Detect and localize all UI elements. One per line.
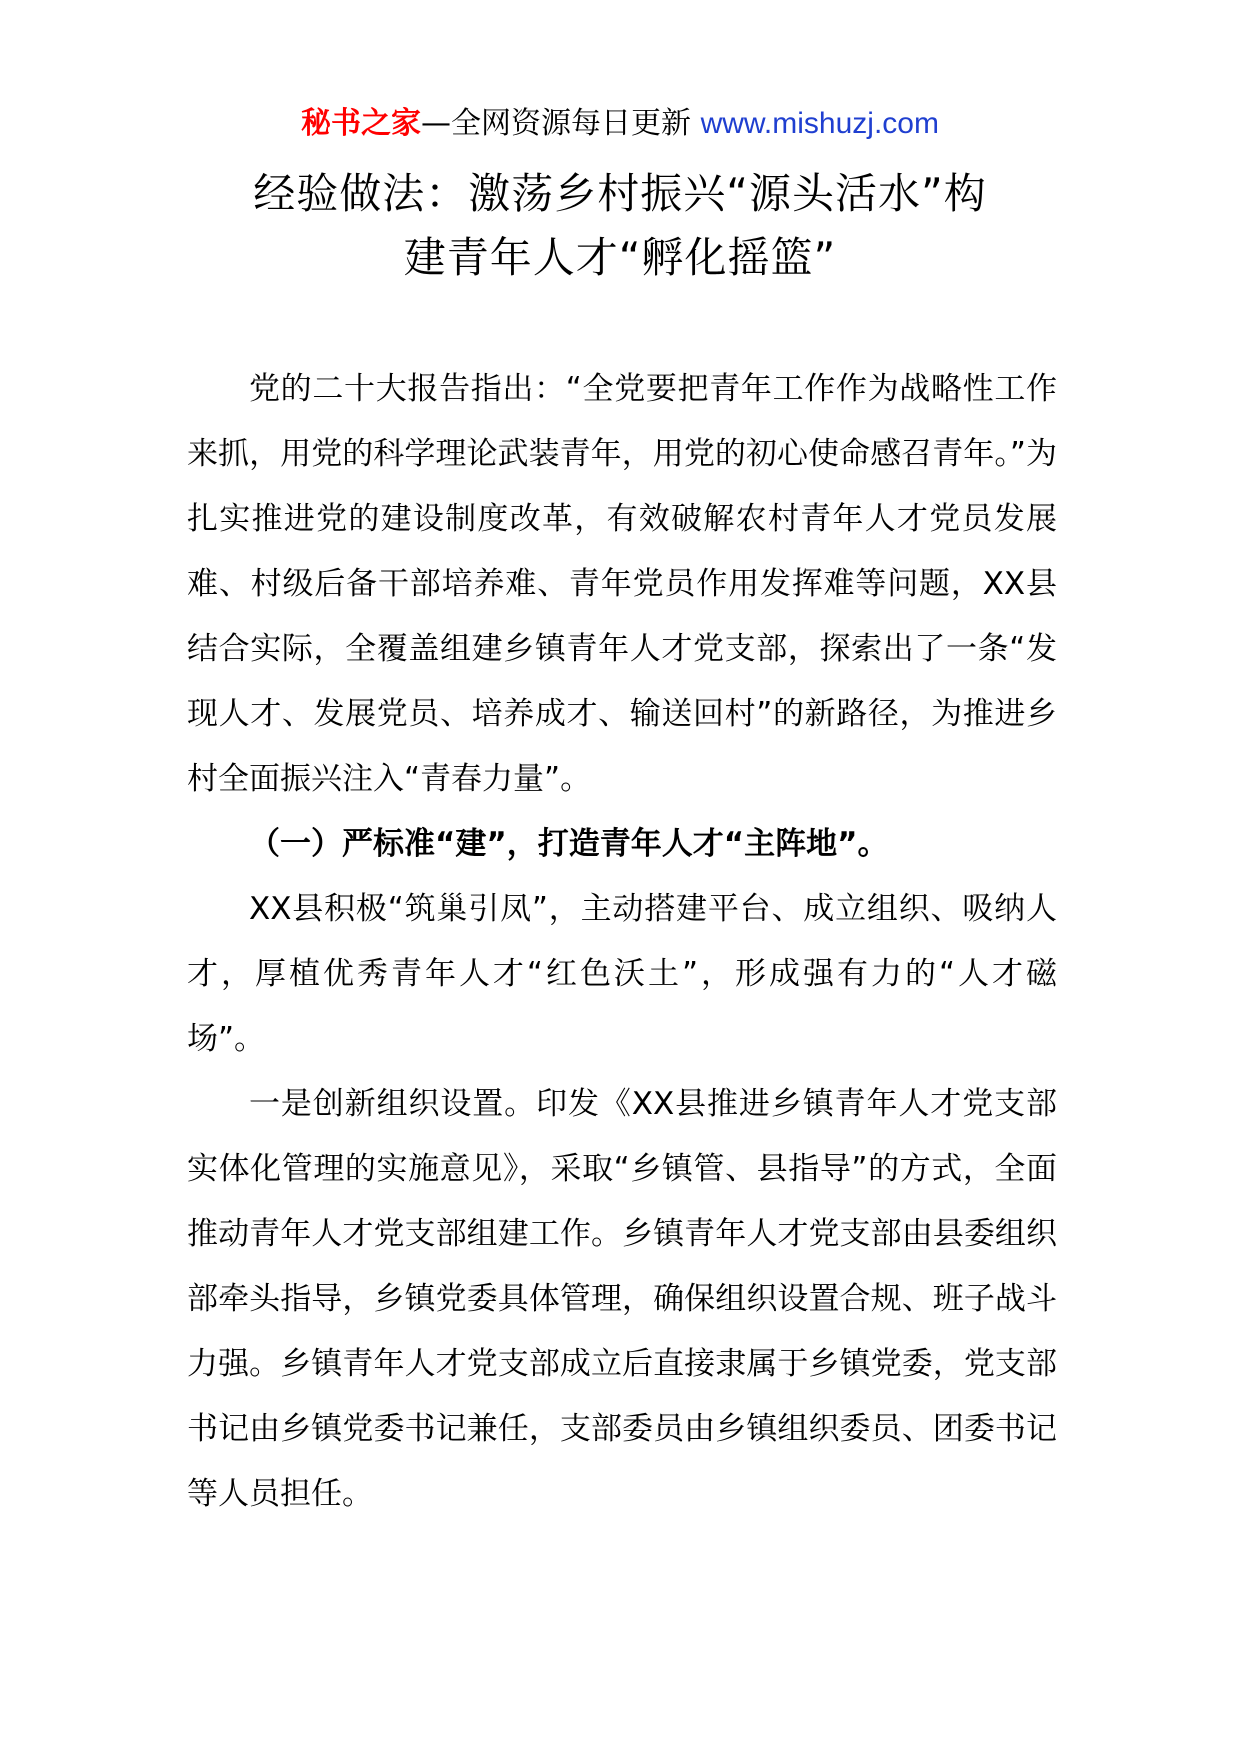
document-title-line-1: 经验做法：激荡乡村振兴“源头活水”构 <box>253 169 987 218</box>
document-title-line-2: 建青年人才“孵化摇篮” <box>403 233 837 282</box>
brand-name: 秘书之家 <box>301 106 422 141</box>
document-title <box>150 162 1090 290</box>
header-tagline: —全网资源每日更新 <box>421 106 701 141</box>
section-heading-1: （一）严标准“建”，打造青年人才“主阵地”。 <box>249 826 889 862</box>
document-body <box>187 357 1057 1527</box>
measure-1-paragraph: 一是创新组织设置。印发《XX县推进乡镇青年人才党支部实体化管理的实施意见》，采取“乡镇管、县指导”的方式，全面推动青年人才党支部组建工作。乡镇青年人才党支部由县委组织部牵头指导，乡镇党委具体管理，确保组织设置合规、班子战斗力强。乡镇青年人才党支部成立后直接隶属于乡镇党委，党支部书记由乡镇党委书记兼任，支部委员由乡镇组织委员、团委书记等人员担任。 <box>187 1086 1057 1512</box>
site-url-link[interactable]: www.mishuzj.com <box>700 107 939 140</box>
intro-paragraph: 党的二十大报告指出：“全党要把青年工作作为战略性工作来抓，用党的科学理论武装青年，用党的初心使命感召青年。”为扎实推进党的建设制度改革，有效破解农村青年人才党员发展难、村级后备干部培养难、青年党员作用发挥难等问题，XX县结合实际，全覆盖组建乡镇青年人才党支部，探索出了一条“发现人才、发展党员、培养成才、输送回村”的新路径，为推进乡村全面振兴注入“青春力量”。 <box>187 371 1057 797</box>
header-banner <box>0 102 1240 146</box>
section-1-paragraph: XX县积极“筑巢引凤”，主动搭建平台、成立组织、吸纳人才，厚植优秀青年人才“红色沃土”，形成强有力的“人才磁场”。 <box>187 891 1057 1057</box>
